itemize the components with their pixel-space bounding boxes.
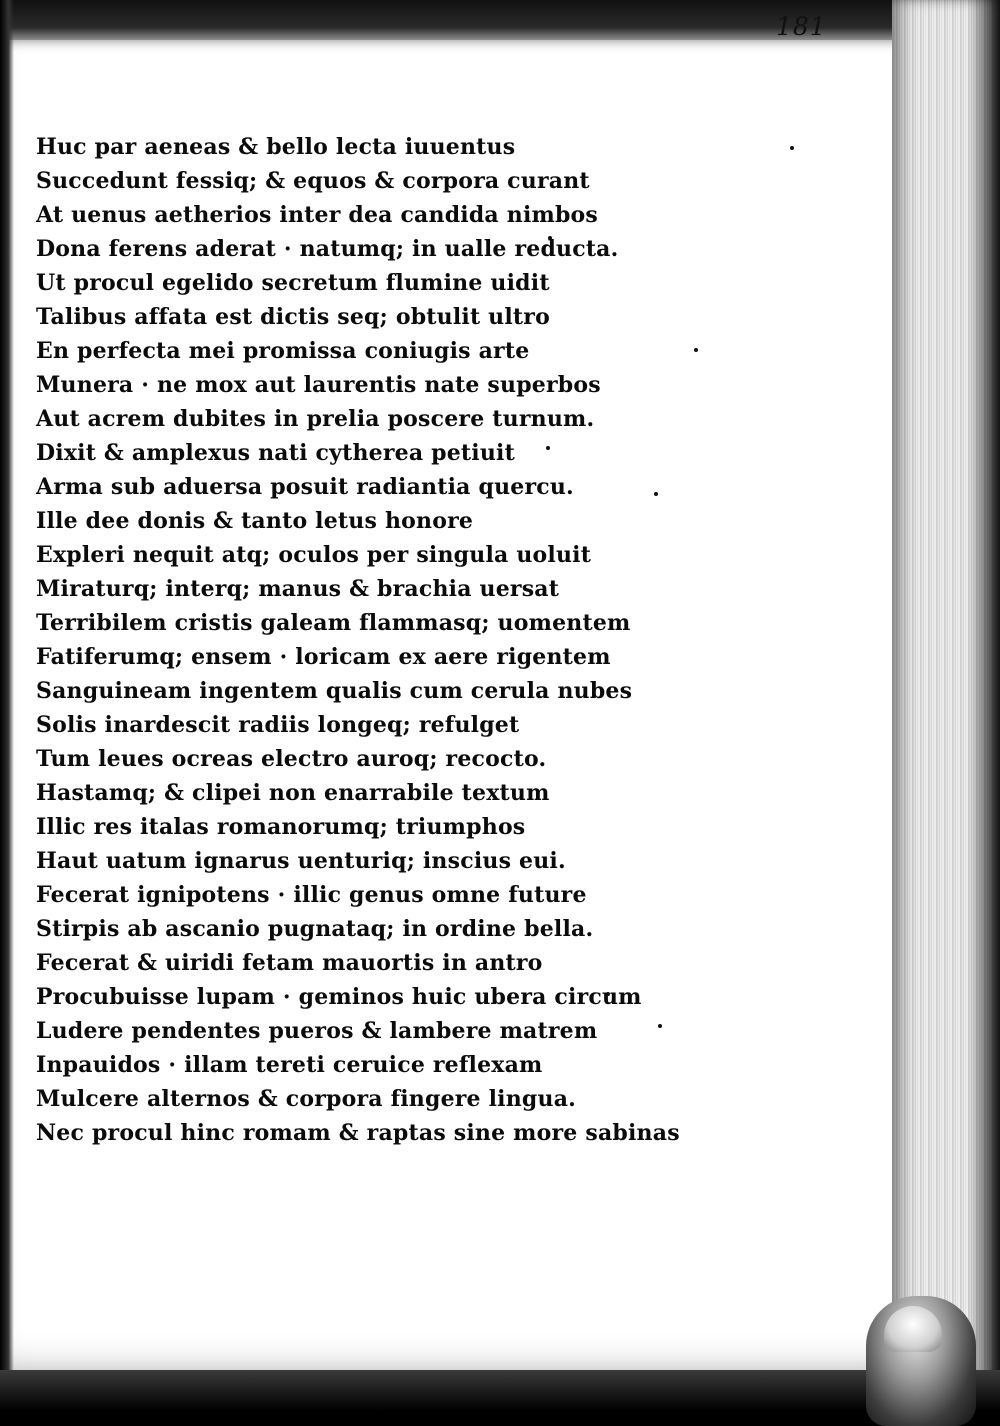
verse-line: Nec procul hinc romam & raptas sine more sabinas [36,1120,680,1146]
verse-line: Terribilem cristis galeam flammasq; uomentem [36,610,631,636]
verse-line: Fecerat ignipotens · illic genus omne future [36,882,587,908]
verse-line: Miraturq; interq; manus & brachia uersat [36,576,560,602]
verse-line: Expleri nequit atq; oculos per singula uoluit [36,542,592,568]
verse-line: Ut procul egelido secretum flumine uidit [36,270,550,296]
verse-line: Succedunt fessiq; & equos & corpora curant [36,168,590,194]
verse-line: Fecerat & uiridi fetam mauortis in antro [36,950,543,976]
verse-line: Sanguineam ingentem qualis cum cerula nubes [36,678,633,704]
verse-line: Dona ferens aderat · natumq; in ualle reducta. [36,236,619,262]
verse-line: Dixit & amplexus nati cytherea petiuit [36,440,515,466]
binding-shadow-left [0,0,14,1411]
verse-line: Aut acrem dubites in prelia poscere turnum. [36,406,595,432]
verse-line: At uenus aetherios inter dea candida nimbos [36,202,599,228]
verse-text-block [36,130,680,1150]
verse-line: Inpauidos · illam tereti ceruice reflexam [36,1052,543,1078]
verse-line: Haut uatum ignarus uenturiq; inscius eui. [36,848,566,874]
page-bottom-shadow [0,1370,1000,1411]
verse-line: Illic res italas romanorumq; triumphos [36,814,526,840]
verse-line: Ille dee donis & tanto letus honore [36,508,474,534]
verse-line: Fatiferumq; ensem · loricam ex aere rigentem [36,644,611,670]
verse-line: Munera · ne mox aut laurentis nate superbos [36,372,601,398]
verse-line: Arma sub aduersa posuit radiantia quercu. [36,474,574,500]
verse-line: Mulcere alternos & corpora fingere lingua. [36,1086,577,1112]
binding-shadow-right [968,0,1000,1411]
verse-line: Tum leues ocreas electro auroq; recocto. [36,746,547,772]
verse-line: En perfecta mei promissa coniugis arte [36,338,530,364]
verse-line: Huc par aeneas & bello lecta iuuentus [36,134,516,160]
margin-mark [694,348,698,352]
verse-line: Talibus affata est dictis seq; obtulit ultro [36,304,550,330]
margin-mark [654,492,658,496]
verse-line: Solis inardescit radiis longeq; refulget [36,712,520,738]
verse-line: Ludere pendentes pueros & lambere matrem [36,1018,598,1044]
margin-mark [790,146,794,150]
verse-line: Procubuisse lupam · geminos huic ubera circum [36,984,642,1010]
folio-number: 181 [776,12,827,41]
verse-line: Stirpis ab ascanio pugnataq; in ordine bella. [36,916,594,942]
verse-line: Hastamq; & clipei non enarrabile textum [36,780,550,806]
margin-mark [658,1024,662,1028]
